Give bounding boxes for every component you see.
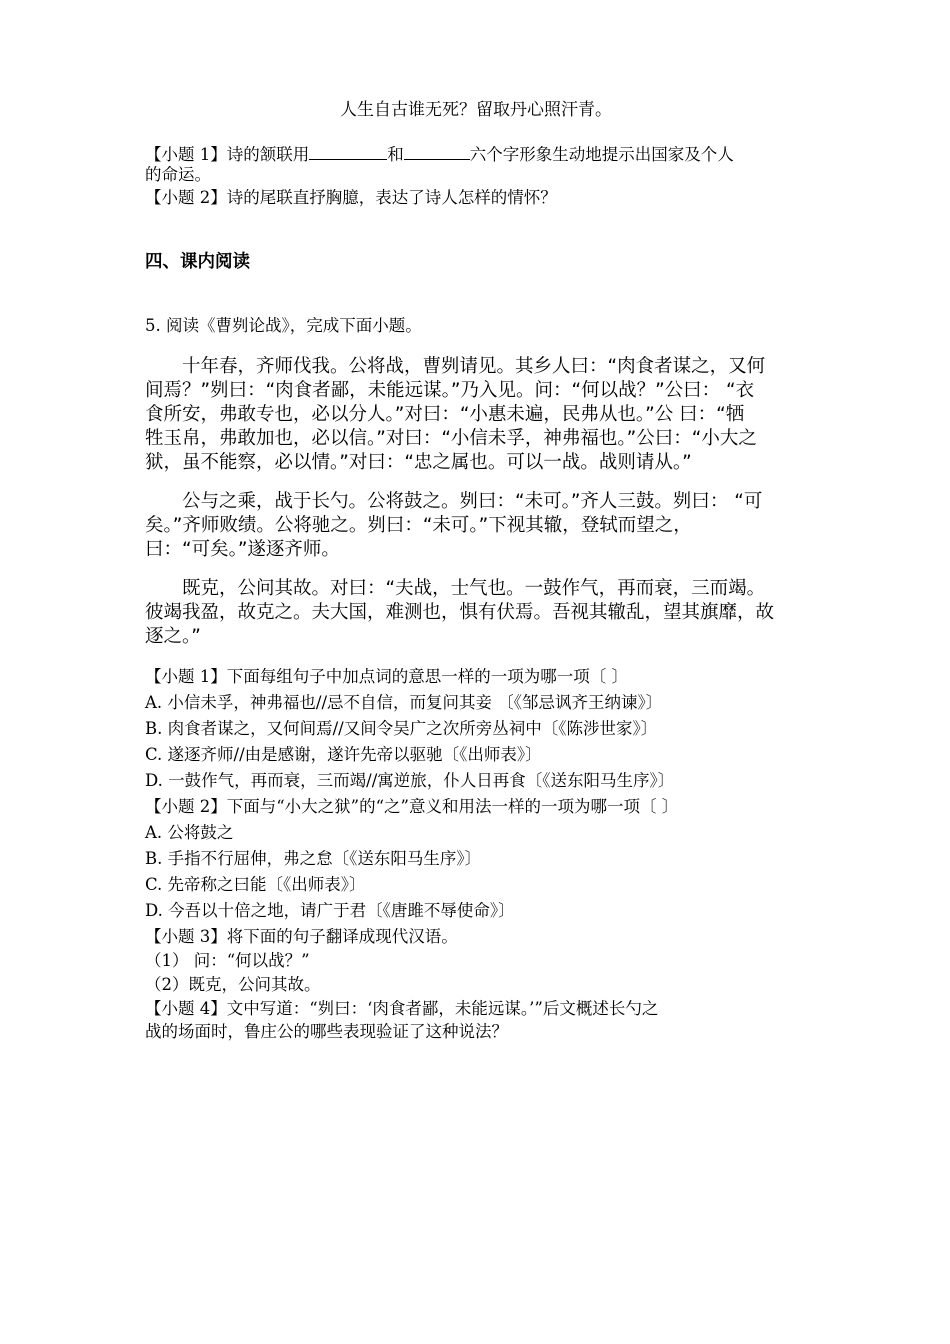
- passage-line: 彼竭我盈，故克之。夫大国，难测也，惧有伏焉。吾视其辙乱，望其旗靡，故: [145, 602, 775, 623]
- passage-line: 曰：“可矣。”遂逐齐师。: [145, 539, 340, 560]
- section-heading: 四、课内阅读: [145, 252, 250, 272]
- passage-line: 既克，公问其故。对曰：“夫战，士气也。一鼓作气，再而衰，三而竭。: [182, 578, 766, 599]
- passage-line: 间焉？”刿曰：“肉食者鄙，未能远谋。”乃入见。问：“何以战？”公曰： “衣: [145, 380, 755, 401]
- poem-question-1-cont: 的命运。: [145, 165, 211, 184]
- subquestion-4-line: 【小题 4】文中写道：“刿曰：‘肉食者鄙，未能远谋。’”后文概述长勺之: [145, 999, 659, 1018]
- poem-question-2: 【小题 2】诗的尾联直抒胸臆，表达了诗人怎样的情怀？: [145, 188, 557, 207]
- option-a: A. 小信未孚，神弗福也//忌不自信，而复问其妾 〔《邹忌讽齐王纳谏》〕: [145, 693, 663, 712]
- question-text: 【小题 1】诗的颔联用: [145, 145, 310, 164]
- subquestion-3-stem: 【小题 3】将下面的句子翻译成现代汉语。: [145, 927, 458, 946]
- option-d: D. 一鼓作气，再而衰，三而竭//寓逆旅，仆人日再食〔《送东阳马生序》〕: [145, 771, 675, 790]
- question-text: 六个字形象生动地提示出国家及个人: [469, 145, 734, 164]
- subquestion-4-line: 战的场面时，鲁庄公的哪些表现验证了这种说法？: [145, 1022, 508, 1041]
- option-d: D. 今吾以十倍之地，请广于君〔《唐雎不辱使命》〕: [145, 901, 515, 920]
- answer-blank-2[interactable]: [404, 144, 470, 160]
- option-c: C. 遂逐齐师//由是感谢，遂许先帝以驱驰〔《出师表》〕: [145, 745, 542, 764]
- option-b: B. 手指不行屈伸，弗之怠〔《送东阳马生序》〕: [145, 849, 482, 868]
- passage-line: 狱，虽不能察，必以情。”对曰：“忠之属也。可以一战。战则请从。”: [145, 452, 692, 473]
- translation-item: （1） 问：“何以战？”: [145, 951, 310, 970]
- option-a: A. 公将鼓之: [145, 823, 234, 842]
- poem-line: 人生自古谁无死？留取丹心照汗青。: [340, 100, 612, 120]
- passage-line: 食所安，弗敢专也，必以分人。”对曰：“小惠未遍，民弗从也。”公 曰：“牺: [145, 404, 745, 425]
- passage-line: 矣。”齐师败绩。公将驰之。刿曰：“未可。”下视其辙，登轼而望之，: [145, 515, 692, 536]
- poem-question-1: [145, 143, 734, 167]
- passage-line: 十年春，齐师伐我。公将战，曹刿请见。其乡人曰：“肉食者谋之，又何: [182, 356, 766, 377]
- subquestion-1-stem: 【小题 1】下面每组句子中加点词的意思一样的一项为哪一项〔 〕: [145, 667, 628, 686]
- question-5-prompt: 5. 阅读《曹刿论战》，完成下面小题。: [145, 316, 422, 335]
- passage-line: 公与之乘，战于长勺。公将鼓之。刿曰：“未可。”齐人三鼓。刿曰： “可: [182, 491, 763, 512]
- translation-item: （2）既克，公问其故。: [145, 975, 321, 994]
- subquestion-2-stem: 【小题 2】下面与“小大之狱”的“之”意义和用法一样的一项为哪一项〔 〕: [145, 797, 679, 816]
- option-b: B. 肉食者谋之，又何间焉//又间令吴广之次所旁丛祠中〔《陈涉世家》〕: [145, 719, 658, 738]
- passage-line: 牲玉帛，弗敢加也，必以信。”对曰：“小信未孚，神弗福也。”公曰：“小大之: [145, 428, 757, 449]
- option-c: C. 先帝称之曰能〔《出师表》〕: [145, 875, 366, 894]
- answer-blank-1[interactable]: [309, 144, 387, 160]
- passage-line: 逐之。”: [145, 626, 201, 647]
- question-text: 和: [387, 145, 404, 164]
